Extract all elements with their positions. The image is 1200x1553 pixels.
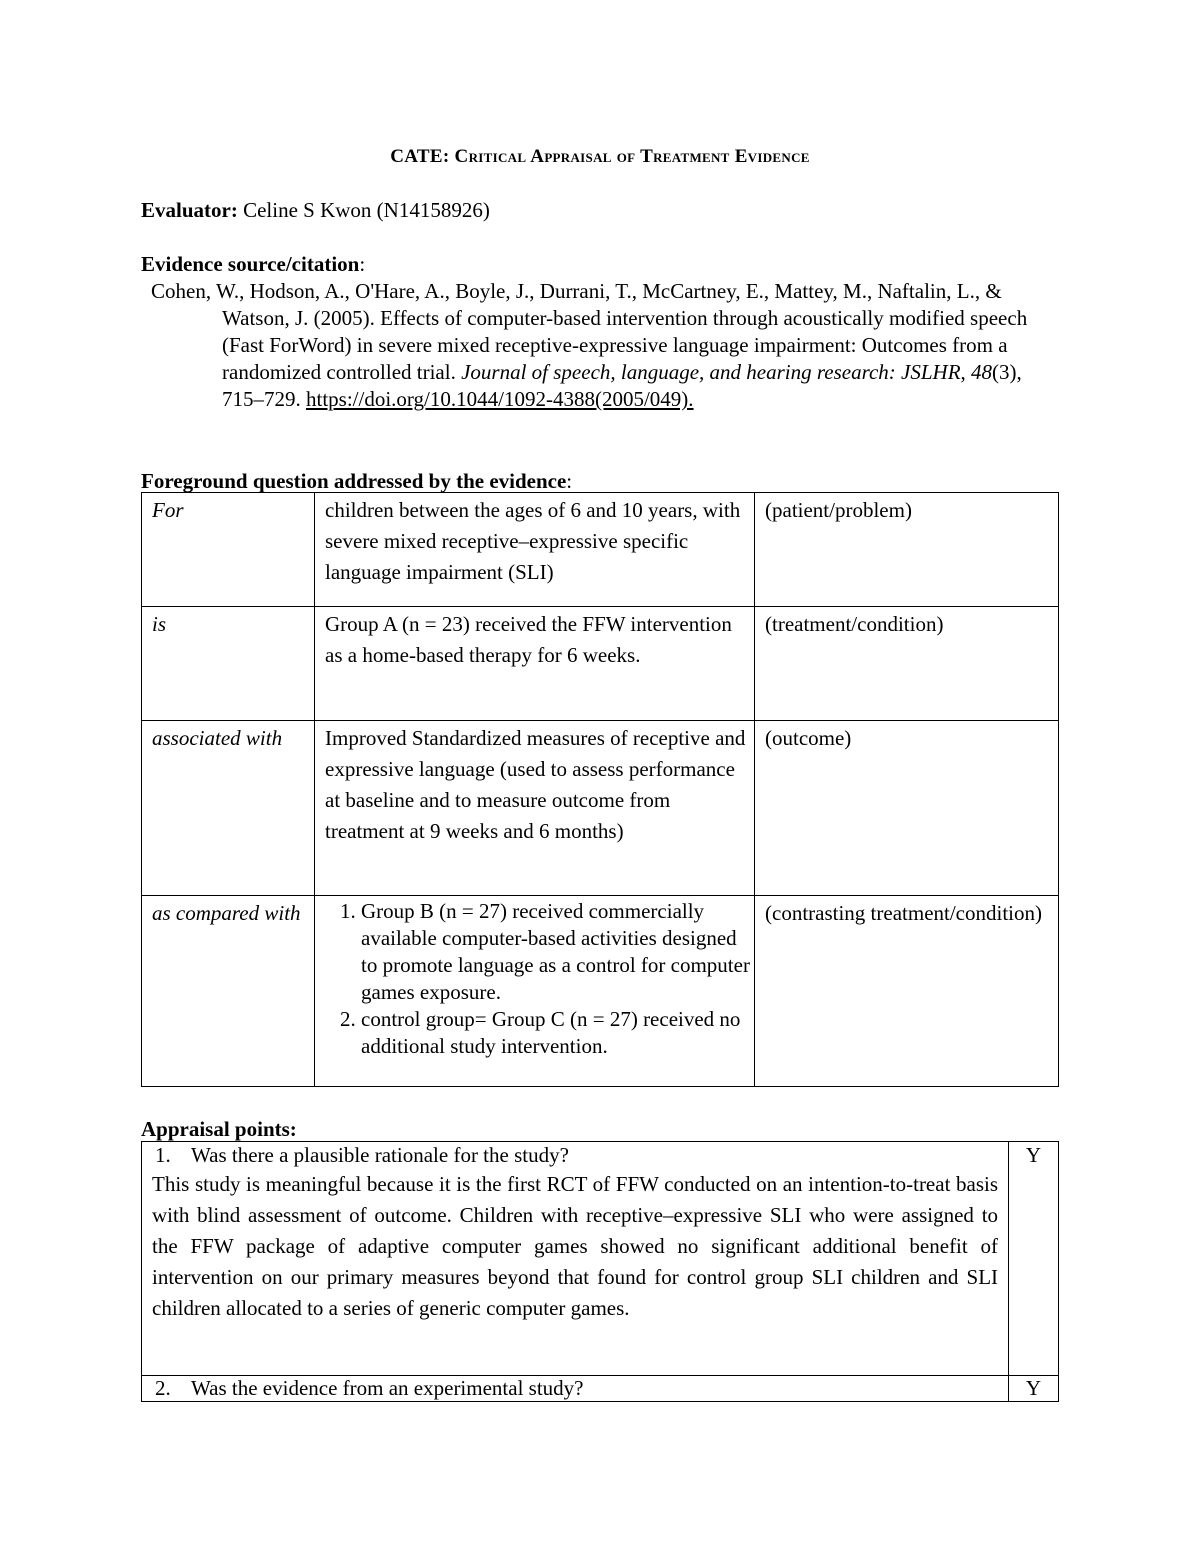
- answer-value: Y: [1009, 1376, 1059, 1402]
- row-label: associated with: [142, 721, 315, 896]
- table-row: [142, 607, 1059, 721]
- evaluator-line: [141, 197, 490, 224]
- table-row: [142, 721, 1059, 896]
- row-type: (outcome): [755, 721, 1059, 896]
- title-rest: Critical Appraisal of Treatment Evidence: [454, 146, 810, 167]
- appraisal-label: Appraisal points:: [141, 1117, 297, 1141]
- page-title: [141, 143, 1059, 170]
- foreground-heading: Foreground question addressed by the evidence:: [141, 469, 573, 493]
- table-row: [142, 896, 1059, 1087]
- citation-issue-pages: (3), 715–729.: [222, 360, 1022, 411]
- appraisal-question-cell: [142, 1376, 1009, 1402]
- question-number: 2.: [155, 1376, 171, 1400]
- row-label: For: [142, 493, 315, 607]
- row-type: (contrasting treatment/condition): [755, 896, 1059, 1087]
- row-label: is: [142, 607, 315, 721]
- table-row: [142, 1142, 1059, 1376]
- row-label: as compared with: [142, 896, 315, 1087]
- citation-volume: 48: [971, 360, 993, 384]
- row-content: [315, 896, 755, 1087]
- question-text: Was there a plausible rationale for the study?: [191, 1143, 569, 1167]
- row-content: Group A (n = 23) received the FFW intervention as a home-based therapy for 6 weeks.: [315, 607, 755, 721]
- appraisal-heading: [141, 1116, 297, 1143]
- citation-label: Evidence source/citation: [141, 252, 360, 276]
- question-comment: This study is meaningful because it is the first RCT of FFW conducted on an intention-to-treat basis with blind assessment of outcome. Children with receptive–expressive SLI who were assigned to the FFW package of adaptive computer games showed no significant additional benefit of intervention on our primary measures beyond that found for control group SLI children and SLI children allocated to a series of generic computer games.: [152, 1172, 999, 1320]
- citation-heading: Evidence source/citation:: [141, 252, 366, 276]
- citation-doi-link[interactable]: https://doi.org/10.1044/1092-4388(2005/049).: [306, 387, 694, 411]
- appraisal-table: [141, 1141, 1059, 1402]
- question-number: 1.: [155, 1143, 171, 1167]
- citation-authors: Cohen, W., Hodson, A., O'Hare, A., Boyle, J., Durrani, T., McCartney, E., Mattey, M., Naftalin, L., & Watson, J. (2005). Effects of computer-based intervention through acoustically modified speech (Fast ForWord) in severe mixed receptive-expressive language impairment: Outcomes from a randomized controlled trial.: [151, 279, 1028, 384]
- table-row: [142, 493, 1059, 607]
- row-content: children between the ages of 6 and 10 years, with severe mixed receptive–expressive specific language impairment (SLI): [315, 493, 755, 607]
- row-type: (patient/problem): [755, 493, 1059, 607]
- evaluator-label: Evaluator:: [141, 198, 238, 222]
- citation-journal: Journal of speech, language, and hearing research: JSLHR: [461, 360, 961, 384]
- answer-value: Y: [1009, 1142, 1059, 1376]
- row-type: (treatment/condition): [755, 607, 1059, 721]
- list-item: 1. Group B (n = 27) received commercially available computer-based activities designed to promote language as a control for computer games exposure.: [361, 898, 754, 1006]
- row-content: Improved Standardized measures of receptive and expressive language (used to assess performance at baseline and to measure outcome from treatment at 9 weeks and 6 months): [315, 721, 755, 896]
- citation-text: Cohen, W., Hodson, A., O'Hare, A., Boyle, J., Durrani, T., McCartney, E., Mattey, M., Naftalin, L., & Watson, J. (2005). Effects of computer-based intervention through acoustically modified speech (Fast ForWord) in severe mixed receptive-expressive language impairment: Outcomes from a randomized controlled trial. Journal of speech, language, and hearing research: JSLHR, 48(3), 715–729. https://doi.org/10.1044/1092-4388(2005/049).: [151, 279, 1028, 411]
- list-item: 2. control group= Group C (n = 27) received no additional study intervention.: [361, 1006, 754, 1060]
- evaluator-value: Celine S Kwon (N14158926): [243, 198, 490, 222]
- foreground-label: Foreground question addressed by the evidence: [141, 469, 567, 493]
- table-row: [142, 1376, 1059, 1402]
- title-prefix: CATE:: [390, 146, 450, 167]
- appraisal-question-cell: [142, 1142, 1009, 1376]
- foreground-question-table: [141, 492, 1059, 1087]
- question-text: Was the evidence from an experimental study?: [191, 1376, 584, 1400]
